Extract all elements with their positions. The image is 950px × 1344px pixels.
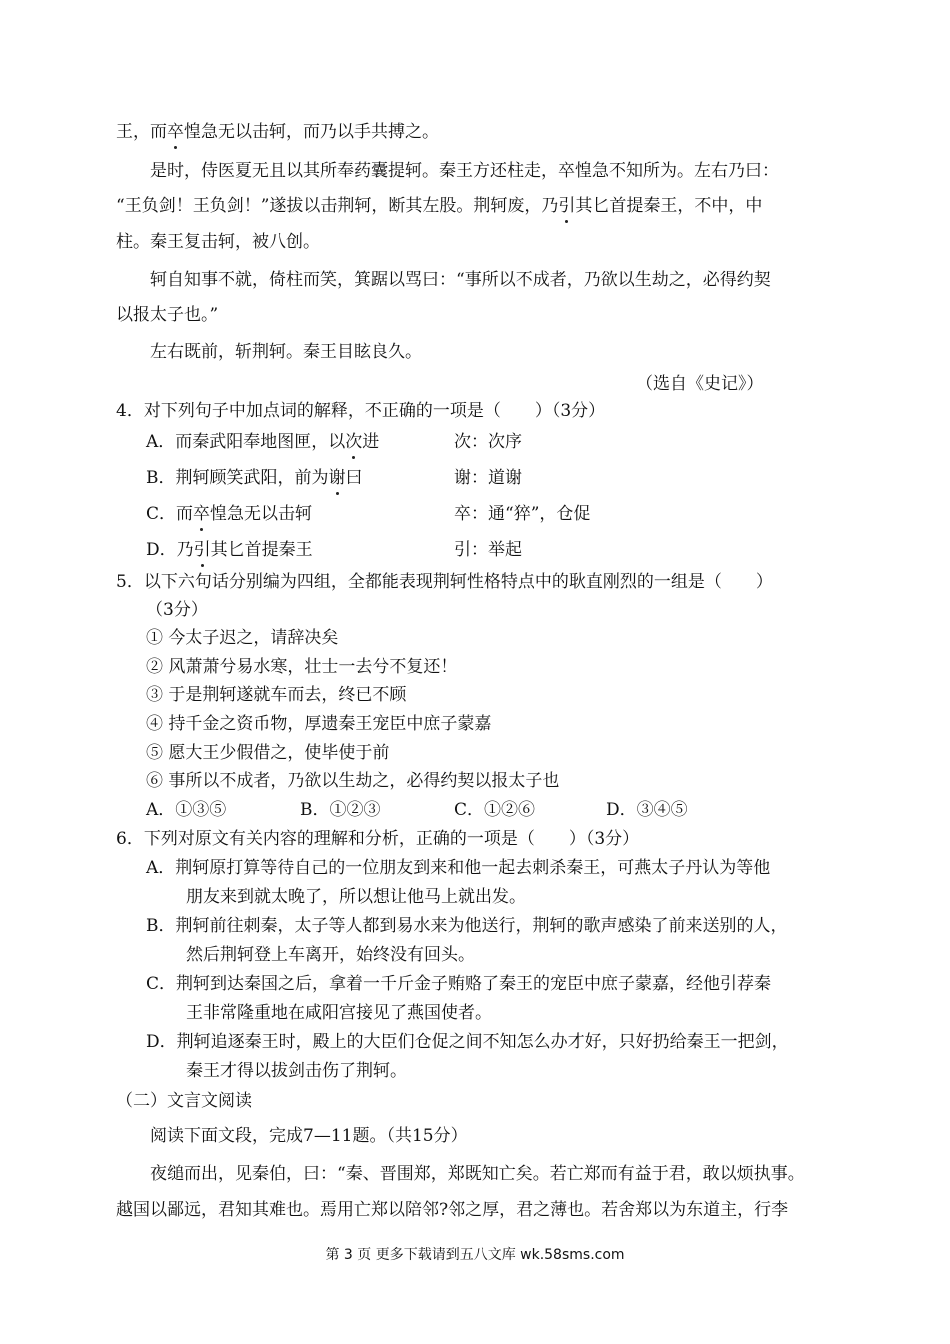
question-4-stem: 4．对下列句子中加点词的解释，不正确的一项是（ ）（3分） <box>116 401 606 421</box>
q6-option-d-cont: 秦王才得以拔剑击伤了荆轲。 <box>186 1061 407 1081</box>
question-5-score: （3分） <box>146 600 208 620</box>
passage-line: 是时，侍医夏无且以其所奉药囊提轲。秦王方还柱走，卒惶急不知所为。左右乃曰： <box>150 161 779 181</box>
dotted-char: 卒 <box>167 122 184 142</box>
question-5-stem: 5．以下六句话分别编为四组，全都能表现荆轲性格特点中的耿直刚烈的一组是（ ） <box>116 572 773 592</box>
q6-option-c: C．荆轲到达秦国之后，拿着一千斤金子贿赂了秦王的宠臣中庶子蒙嘉，经他引荐秦 <box>146 974 772 994</box>
question-6-stem: 6．下列对原文有关内容的理解和分析，正确的一项是（ ）（3分） <box>116 829 640 849</box>
q6-option-b: B．荆轲前往刺秦，太子等人都到易水来为他送行，荆轲的歌声感染了前来送别的人， <box>146 916 788 936</box>
q6-option-c-cont: 王非常隆重地在咸阳宫接见了燕国使者。 <box>186 1003 492 1023</box>
source-citation: （选自《史记》） <box>636 374 764 394</box>
dotted-char: 卒 <box>193 504 211 524</box>
q4-option-c-explanation: 卒：通“猝”，仓促 <box>454 504 591 524</box>
q5-item: ② 风萧萧兮易水寒，壮士一去兮不复还！ <box>146 657 458 677</box>
passage-line: 轲自知事不就，倚柱而笑，箕踞以骂曰：“事所以不成者，乃欲以生劫之，必得约契 <box>150 270 771 290</box>
passage-line: 夜缒而出，见秦伯，曰：“秦、晋围郑，郑既知亡矣。若亡郑而有益于君，敢以烦执事。 <box>150 1164 805 1184</box>
q5-choice-a: A．①③⑤ <box>146 800 227 820</box>
q4-option-a-explanation: 次：次序 <box>454 432 522 452</box>
q5-choice-d: D．③④⑤ <box>606 800 688 820</box>
q4-option-d: D．乃引其匕首提秦王 <box>146 540 313 560</box>
q5-choice-b: B．①②③ <box>300 800 381 820</box>
passage-line: “王负剑！王负剑！”遂拔以击荆轲，断其左股。荆轲废，乃引其匕首提秦王，不中，中 <box>116 196 763 216</box>
dotted-char: 谢 <box>328 468 346 488</box>
passage-line: 柱。秦王复击轲，被八创。 <box>116 232 320 252</box>
section-heading: （二）文言文阅读 <box>116 1091 252 1111</box>
q5-item: ① 今太子迟之，请辞决矣 <box>146 628 339 648</box>
q4-option-b: B．荆轲顾笑武阳，前为谢曰 <box>146 468 363 488</box>
q6-option-b-cont: 然后荆轲登上车离开，始终没有回头。 <box>186 945 475 965</box>
q6-option-d: D．荆轲追逐秦王时，殿上的大臣们仓促之间不知怎么办才好，只好扔给秦王一把剑， <box>146 1032 789 1052</box>
q4-option-d-explanation: 引：举起 <box>454 540 522 560</box>
q6-option-a-cont: 朋友来到就太晚了，所以想让他马上就出发。 <box>186 887 526 907</box>
q6-option-a: A．荆轲原打算等待自己的一位朋友到来和他一起去刺杀秦王，可燕太子丹认为等他 <box>146 858 771 878</box>
section-instruction: 阅读下面文段，完成7—11题。（共15分） <box>150 1126 468 1146</box>
q5-item: ⑤ 愿大王少假借之，使毕使于前 <box>146 743 390 763</box>
q4-option-a: A．而秦武阳奉地图匣，以次进 <box>146 432 380 452</box>
page-footer: 第 3 页 更多下载请到五八文库 wk.58sms.com <box>325 1247 625 1263</box>
q5-item: ④ 持千金之资币物，厚遗秦王宠臣中庶子蒙嘉 <box>146 714 492 734</box>
passage-line: 以报太子也。” <box>116 305 219 325</box>
q5-item: ⑥ 事所以不成者，乃欲以生劫之，必得约契以报太子也 <box>146 771 560 791</box>
q5-choice-c: C．①②⑥ <box>454 800 536 820</box>
q4-option-b-explanation: 谢：道谢 <box>454 468 522 488</box>
passage-line: 左右既前，斩荆轲。秦王目眩良久。 <box>150 342 422 362</box>
q4-option-c: C．而卒惶急无以击轲 <box>146 504 313 524</box>
q5-item: ③ 于是荆轲遂就车而去，终已不顾 <box>146 685 407 705</box>
dotted-char: 次 <box>345 432 363 452</box>
passage-line: 越国以鄙远，君知其难也。焉用亡郑以陪邻?邻之厚，君之薄也。若舍郑以为东道主，行李 <box>116 1200 789 1220</box>
passage-line: 王，而卒惶急无以击轲，而乃以手共搏之。 <box>116 122 439 142</box>
dotted-char: 引 <box>558 196 576 216</box>
dotted-char: 引 <box>193 540 211 560</box>
